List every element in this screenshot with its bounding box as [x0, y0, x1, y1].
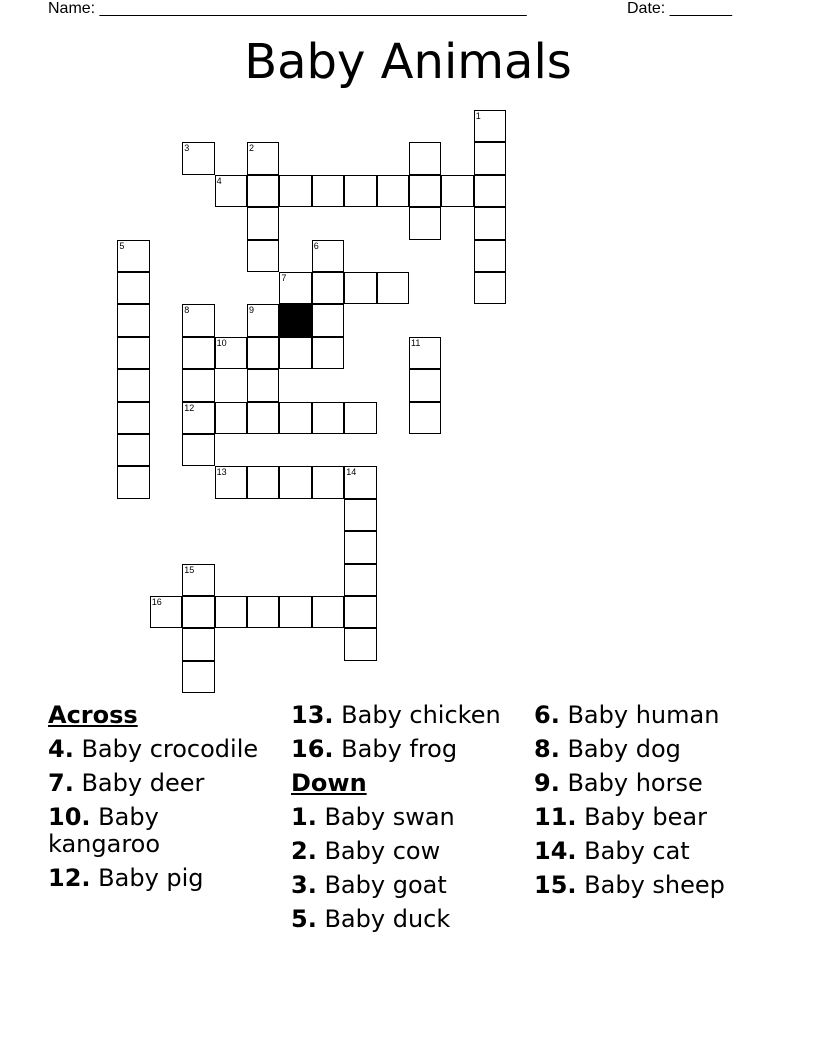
date-field-label: Date: _______	[627, 0, 732, 17]
clue-number-label: 10.	[48, 803, 91, 831]
grid-cell[interactable]	[279, 272, 311, 304]
grid-cell[interactable]	[441, 175, 473, 207]
grid-cell[interactable]	[312, 304, 344, 336]
grid-cell[interactable]	[409, 207, 441, 239]
grid-cell[interactable]	[474, 142, 506, 174]
clue-number-label: 7.	[48, 769, 74, 797]
clue-number-label: 5.	[291, 905, 317, 933]
clue-number-label: 4.	[48, 735, 74, 763]
clue-item	[534, 838, 774, 865]
clue-text: Baby pig	[98, 864, 204, 892]
grid-cell[interactable]	[182, 142, 214, 174]
clue-number: 4	[216, 175, 222, 186]
clue-column-3	[534, 702, 774, 906]
grid-cell[interactable]	[215, 402, 247, 434]
grid-cell[interactable]	[344, 531, 376, 563]
puzzle-title: Baby Animals	[244, 34, 572, 90]
clue-column-1	[48, 702, 278, 899]
grid-cell[interactable]	[344, 628, 376, 660]
grid-cell[interactable]	[344, 272, 376, 304]
grid-cell[interactable]	[409, 337, 441, 369]
grid-cell[interactable]	[182, 434, 214, 466]
clue-text: Baby chicken	[341, 701, 501, 729]
grid-cell[interactable]	[117, 337, 149, 369]
clue-number: 5	[119, 240, 125, 251]
grid-cell[interactable]	[247, 337, 279, 369]
clue-text: Baby crocodile	[81, 735, 259, 763]
clue-text: Baby horse	[567, 769, 703, 797]
grid-cell[interactable]	[312, 337, 344, 369]
clue-item	[48, 804, 278, 858]
clue-number: 13	[216, 467, 227, 478]
grid-cell[interactable]	[117, 369, 149, 401]
clue-text: Baby human	[567, 701, 720, 729]
clue-number-label: 14.	[534, 837, 577, 865]
clue-item	[291, 906, 526, 933]
clue-text: Baby deer	[81, 769, 205, 797]
clue-item	[534, 804, 774, 831]
grid-cell[interactable]	[182, 628, 214, 660]
clue-number: 6	[313, 240, 319, 251]
clue-number: 12	[184, 402, 195, 413]
grid-cell[interactable]	[312, 240, 344, 272]
grid-cell[interactable]	[215, 466, 247, 498]
clue-number-label: 3.	[291, 871, 317, 899]
grid-cell[interactable]	[312, 596, 344, 628]
grid-cell[interactable]	[312, 402, 344, 434]
grid-cell[interactable]	[247, 402, 279, 434]
clue-number-label: 8.	[534, 735, 560, 763]
clue-number: 2	[249, 143, 255, 154]
grid-cell[interactable]	[344, 402, 376, 434]
clue-text: Baby swan	[324, 803, 455, 831]
grid-cell[interactable]	[215, 175, 247, 207]
clue-number-label: 1.	[291, 803, 317, 831]
clue-number-label: 12.	[48, 864, 91, 892]
clue-text: Baby duck	[324, 905, 451, 933]
name-field-label: Name: ________________________________________________	[48, 0, 527, 17]
black-cell	[279, 304, 311, 336]
clue-text: Baby sheep	[584, 871, 725, 899]
grid-cell[interactable]	[117, 272, 149, 304]
clue-number-label: 16.	[291, 735, 334, 763]
grid-cell[interactable]	[279, 337, 311, 369]
grid-cell[interactable]	[377, 175, 409, 207]
clue-number-label: 6.	[534, 701, 560, 729]
grid-cell[interactable]	[182, 596, 214, 628]
clue-item	[291, 872, 526, 899]
grid-cell[interactable]	[409, 369, 441, 401]
clue-number: 16	[151, 597, 162, 607]
grid-cell[interactable]	[182, 304, 214, 336]
clue-item	[291, 702, 526, 729]
clue-item	[48, 736, 278, 763]
grid-cell[interactable]	[474, 110, 506, 142]
clue-text: Baby dog	[567, 735, 681, 763]
grid-cell[interactable]	[247, 175, 279, 207]
clue-number-label: 15.	[534, 871, 577, 899]
clue-item	[291, 838, 526, 865]
clue-number-label: 13.	[291, 701, 334, 729]
grid-cell[interactable]	[344, 499, 376, 531]
clue-number: 8	[184, 305, 190, 316]
clue-text: Baby goat	[324, 871, 447, 899]
clue-number: 9	[249, 305, 255, 316]
grid-cell[interactable]	[182, 369, 214, 401]
grid-cell[interactable]	[377, 272, 409, 304]
grid-cell[interactable]	[247, 240, 279, 272]
grid-cell[interactable]	[344, 564, 376, 596]
clue-number-label: 11.	[534, 803, 577, 831]
clue-item	[534, 872, 774, 899]
grid-cell[interactable]	[215, 337, 247, 369]
clue-number: 10	[216, 337, 227, 348]
clue-number-label: 2.	[291, 837, 317, 865]
grid-cell[interactable]	[344, 596, 376, 628]
grid-cell[interactable]	[247, 304, 279, 336]
grid-cell[interactable]	[279, 596, 311, 628]
clue-number: 15	[184, 564, 195, 575]
clue-item	[534, 702, 774, 729]
grid-cell[interactable]	[344, 175, 376, 207]
clue-text: Baby cat	[584, 837, 690, 865]
grid-cell[interactable]	[312, 175, 344, 207]
clue-item	[534, 736, 774, 763]
clue-number: 1	[475, 111, 481, 121]
clue-text: Baby frog	[341, 735, 458, 763]
clue-number: 7	[281, 273, 287, 283]
grid-cell[interactable]	[279, 466, 311, 498]
clue-section-heading: Across	[48, 701, 138, 729]
clue-item	[291, 736, 526, 763]
grid-cell[interactable]	[312, 466, 344, 498]
grid-cell[interactable]	[247, 369, 279, 401]
clue-number-label: 9.	[534, 769, 560, 797]
grid-cell[interactable]	[247, 466, 279, 498]
grid-cell[interactable]	[182, 564, 214, 596]
clue-text: Baby kangaroo	[48, 803, 161, 858]
grid-cell[interactable]	[150, 596, 182, 628]
grid-cell[interactable]	[247, 142, 279, 174]
grid-cell[interactable]	[117, 466, 149, 498]
clue-text: Baby cow	[324, 837, 441, 865]
grid-cell[interactable]	[279, 402, 311, 434]
grid-cell[interactable]	[117, 304, 149, 336]
clue-text: Baby bear	[584, 803, 707, 831]
grid-cell[interactable]	[182, 661, 214, 693]
clue-section-heading: Down	[291, 769, 367, 797]
grid-cell[interactable]	[474, 207, 506, 239]
grid-cell[interactable]	[474, 240, 506, 272]
grid-cell[interactable]	[182, 337, 214, 369]
clue-number: 11	[411, 337, 421, 348]
clue-item	[48, 865, 278, 892]
grid-cell[interactable]	[182, 402, 214, 434]
clue-item	[291, 804, 526, 831]
grid-cell[interactable]	[279, 175, 311, 207]
clue-item	[48, 770, 278, 797]
grid-cell[interactable]	[312, 272, 344, 304]
grid-cell[interactable]	[117, 434, 149, 466]
grid-cell[interactable]	[344, 466, 376, 498]
grid-cell[interactable]	[409, 402, 441, 434]
clue-number: 14	[346, 467, 357, 478]
grid-cell[interactable]	[474, 272, 506, 304]
clue-column-2	[291, 702, 526, 940]
grid-cell[interactable]	[247, 207, 279, 239]
grid-cell[interactable]	[409, 175, 441, 207]
grid-cell[interactable]	[409, 142, 441, 174]
grid-cell[interactable]	[117, 240, 149, 272]
grid-cell[interactable]	[215, 596, 247, 628]
grid-cell[interactable]	[474, 175, 506, 207]
grid-cell[interactable]	[117, 402, 149, 434]
clue-item	[534, 770, 774, 797]
clue-number: 3	[184, 143, 190, 154]
grid-cell[interactable]	[247, 596, 279, 628]
